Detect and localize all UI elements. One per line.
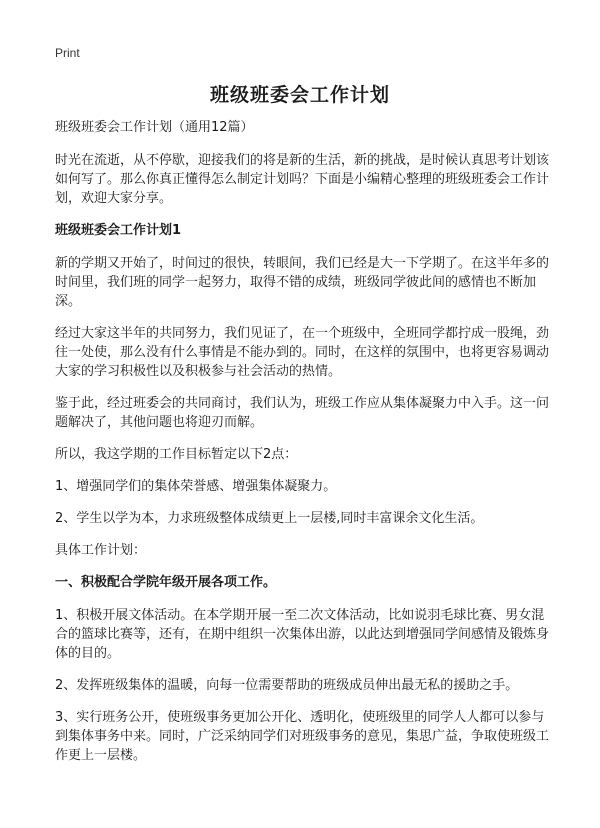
goal-item-2: 2、学生以学为本，力求班级整体成绩更上一层楼,同时丰富课余文化生活。 xyxy=(55,511,484,526)
goal-item-1: 1、增强同学们的集体荣誉感、增强集体凝聚力。 xyxy=(55,479,337,494)
paragraph-4: 所以，我这学期的工作目标暂定以下2点： xyxy=(55,447,298,462)
plan-heading: 一、积极配合学院年级开展各项工作。 xyxy=(55,575,277,590)
section-heading: 班级班委会工作计划1 xyxy=(55,223,182,238)
plan-item-1: 1、积极开展文体活动。在本学期开展一至二次文体活动，比如说羽毛球比赛、男女混合的篮球比赛等，还有，在期中组织一次集体出游，以此达到增强同学间感情及锻炼身体的目的。 xyxy=(55,608,550,661)
paragraph-1: 新的学期又开始了，时间过的很快，转眼间，我们已经是大一下学期了。在这半年多的时间里，我们班的同学一起努力，取得不错的成绩，班级同学彼此间的感情也不断加深。 xyxy=(55,256,550,309)
paragraph-3: 鉴于此，经过班委会的共同商讨，我们认为，班级工作应从集体凝聚力中入手。这一问题解决了，其他问题也将迎刃而解。 xyxy=(55,396,550,430)
document-subtitle: 班级班委会工作计划（通用12篇） xyxy=(55,120,254,135)
document-title: 班级班委会工作计划 xyxy=(209,84,390,106)
plan-item-2: 2、发挥班级集体的温暖，向每一位需要帮助的班级成员伸出最无私的援助之手。 xyxy=(55,678,519,693)
document-body xyxy=(55,118,550,778)
paragraph-2: 经过大家这半年的共同努力，我们见证了，在一个班级中，全班同学都拧成一股绳，劲往一处使，那么没有什么事情是不能办到的。同时，在这样的氛围中，也将更容易调动大家的学习积极性以及积极参与社会活动的热情。 xyxy=(55,326,550,379)
intro-paragraph: 时光在流逝，从不停歇，迎接我们的将是新的生活，新的挑战，是时候认真思考计划该如何写了。那么你真正懂得怎么制定计划吗？下面是小编精心整理的班级班委会工作计划，欢迎大家分享。 xyxy=(55,153,550,206)
plan-intro: 具体工作计划： xyxy=(55,543,147,558)
print-link[interactable]: Print xyxy=(55,46,80,60)
plan-item-3: 3、实行班务公开，使班级事务更加公开化、透明化，使班级里的同学人人都可以参与到集体事务中来。同时，广泛采纳同学们对班级事务的意见，集思广益，争取使班级工作更上一层楼。 xyxy=(55,710,550,763)
